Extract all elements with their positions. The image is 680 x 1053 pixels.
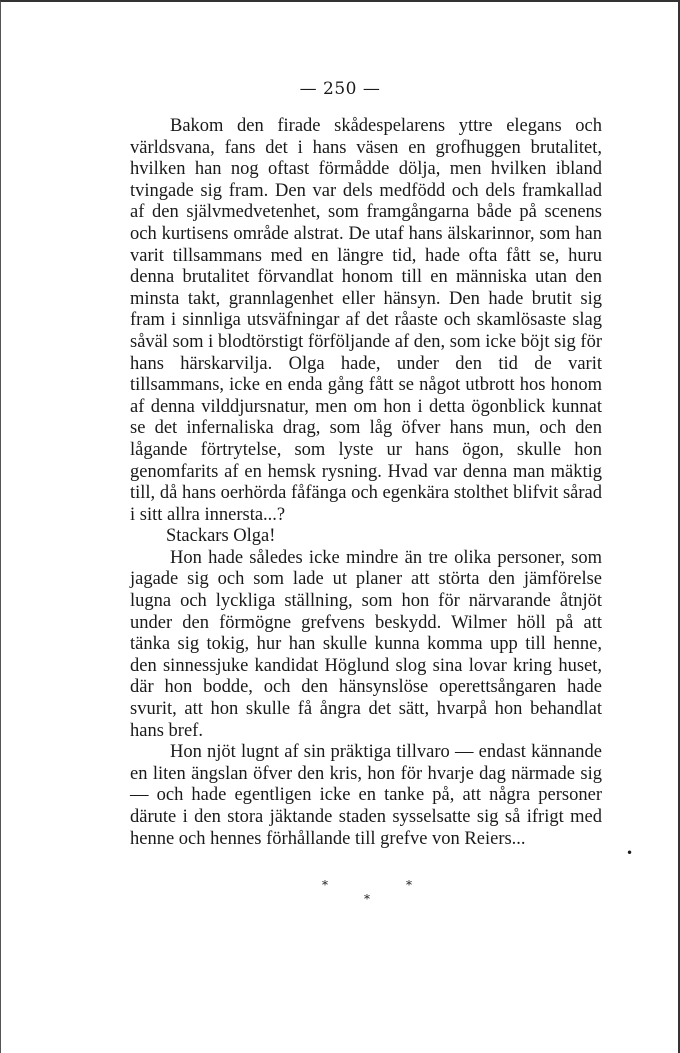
body-text (130, 116, 602, 850)
asterisk-3: * (406, 878, 412, 892)
asterisk-2: * (364, 892, 370, 906)
paragraph-4: Hon njöt lugnt af sin präktiga tillvaro — endast kännande en liten ängslan öfver den kris, hon för hvarje dag närmade sig — och hade egentligen icke en tanke på, att några personer därute i den stora jäktande staden sysselsatte sig så ifrigt med henne och hennes förhållande till grefve von Reiers... (130, 742, 602, 849)
section-break-asterism (300, 876, 420, 906)
paragraph-1: Bakom den firade skådespelarens yttre elegans och världsvana, fans det i hans väsen en grofhuggen brutalitet, hvilken han nog oftast förmådde dölja, men hvilken ibland tvingade sig fram. Den var dels medfödd och dels framkallad af den självmedvetenhet, som framgångarna både på scenens och kurtisens område alstrat. De utaf hans älskarinnor, som han varit tillsammans med en längre tid, hade ofta fått se, huru denna brutalitet förvandlat honom till en människa utan den minsta takt, grannlagenhet eller hänsyn. Den hade brutit sig fram i sinnliga utsväfningar af det råaste och skamlösaste slag såväl som i blodtörstigt förföljande af den, som icke böjt sig för hans härskarvilja. Olga hade, under den tid de varit tillsammans, icke en enda gång fått se något utbrott hos honom af denna vilddjursnatur, men om hon i detta ögonblick kunnat se det infernaliska drag, som låg öfver hans mun, och den lågande förtrytelse, som lyste ur hans ögon, skulle hon genomfarits af en hemsk rysning. Hvad var denna man mäktig till, då hans oerhörda fåfänga och egenkära stolthet blifvit sårad i sitt allra innersta...? (130, 116, 602, 525)
margin-mark: • (626, 846, 634, 860)
page-number: — 250 — (299, 79, 381, 99)
asterisk-1: * (322, 878, 328, 892)
paragraph-3: Hon hade således icke mindre än tre olika personer, som jagade sig och som lade ut planer att störta den jämförelse lugna och lyckliga ställning, som hon för närvarande åtnjöt under den förmögne grefvens beskydd. Wilmer höll på att tänka sig tokig, hur han skulle kunna komma upp till henne, den sinnessjuke kandidat Höglund slog sina lovar kring huset, där hon bodde, och den hänsynslöse operettsångaren hade svurit, att hon skulle få ångra det sätt, hvarpå hon behandlat hans bref. (130, 547, 602, 741)
paragraph-2: Stackars Olga! (166, 526, 276, 547)
